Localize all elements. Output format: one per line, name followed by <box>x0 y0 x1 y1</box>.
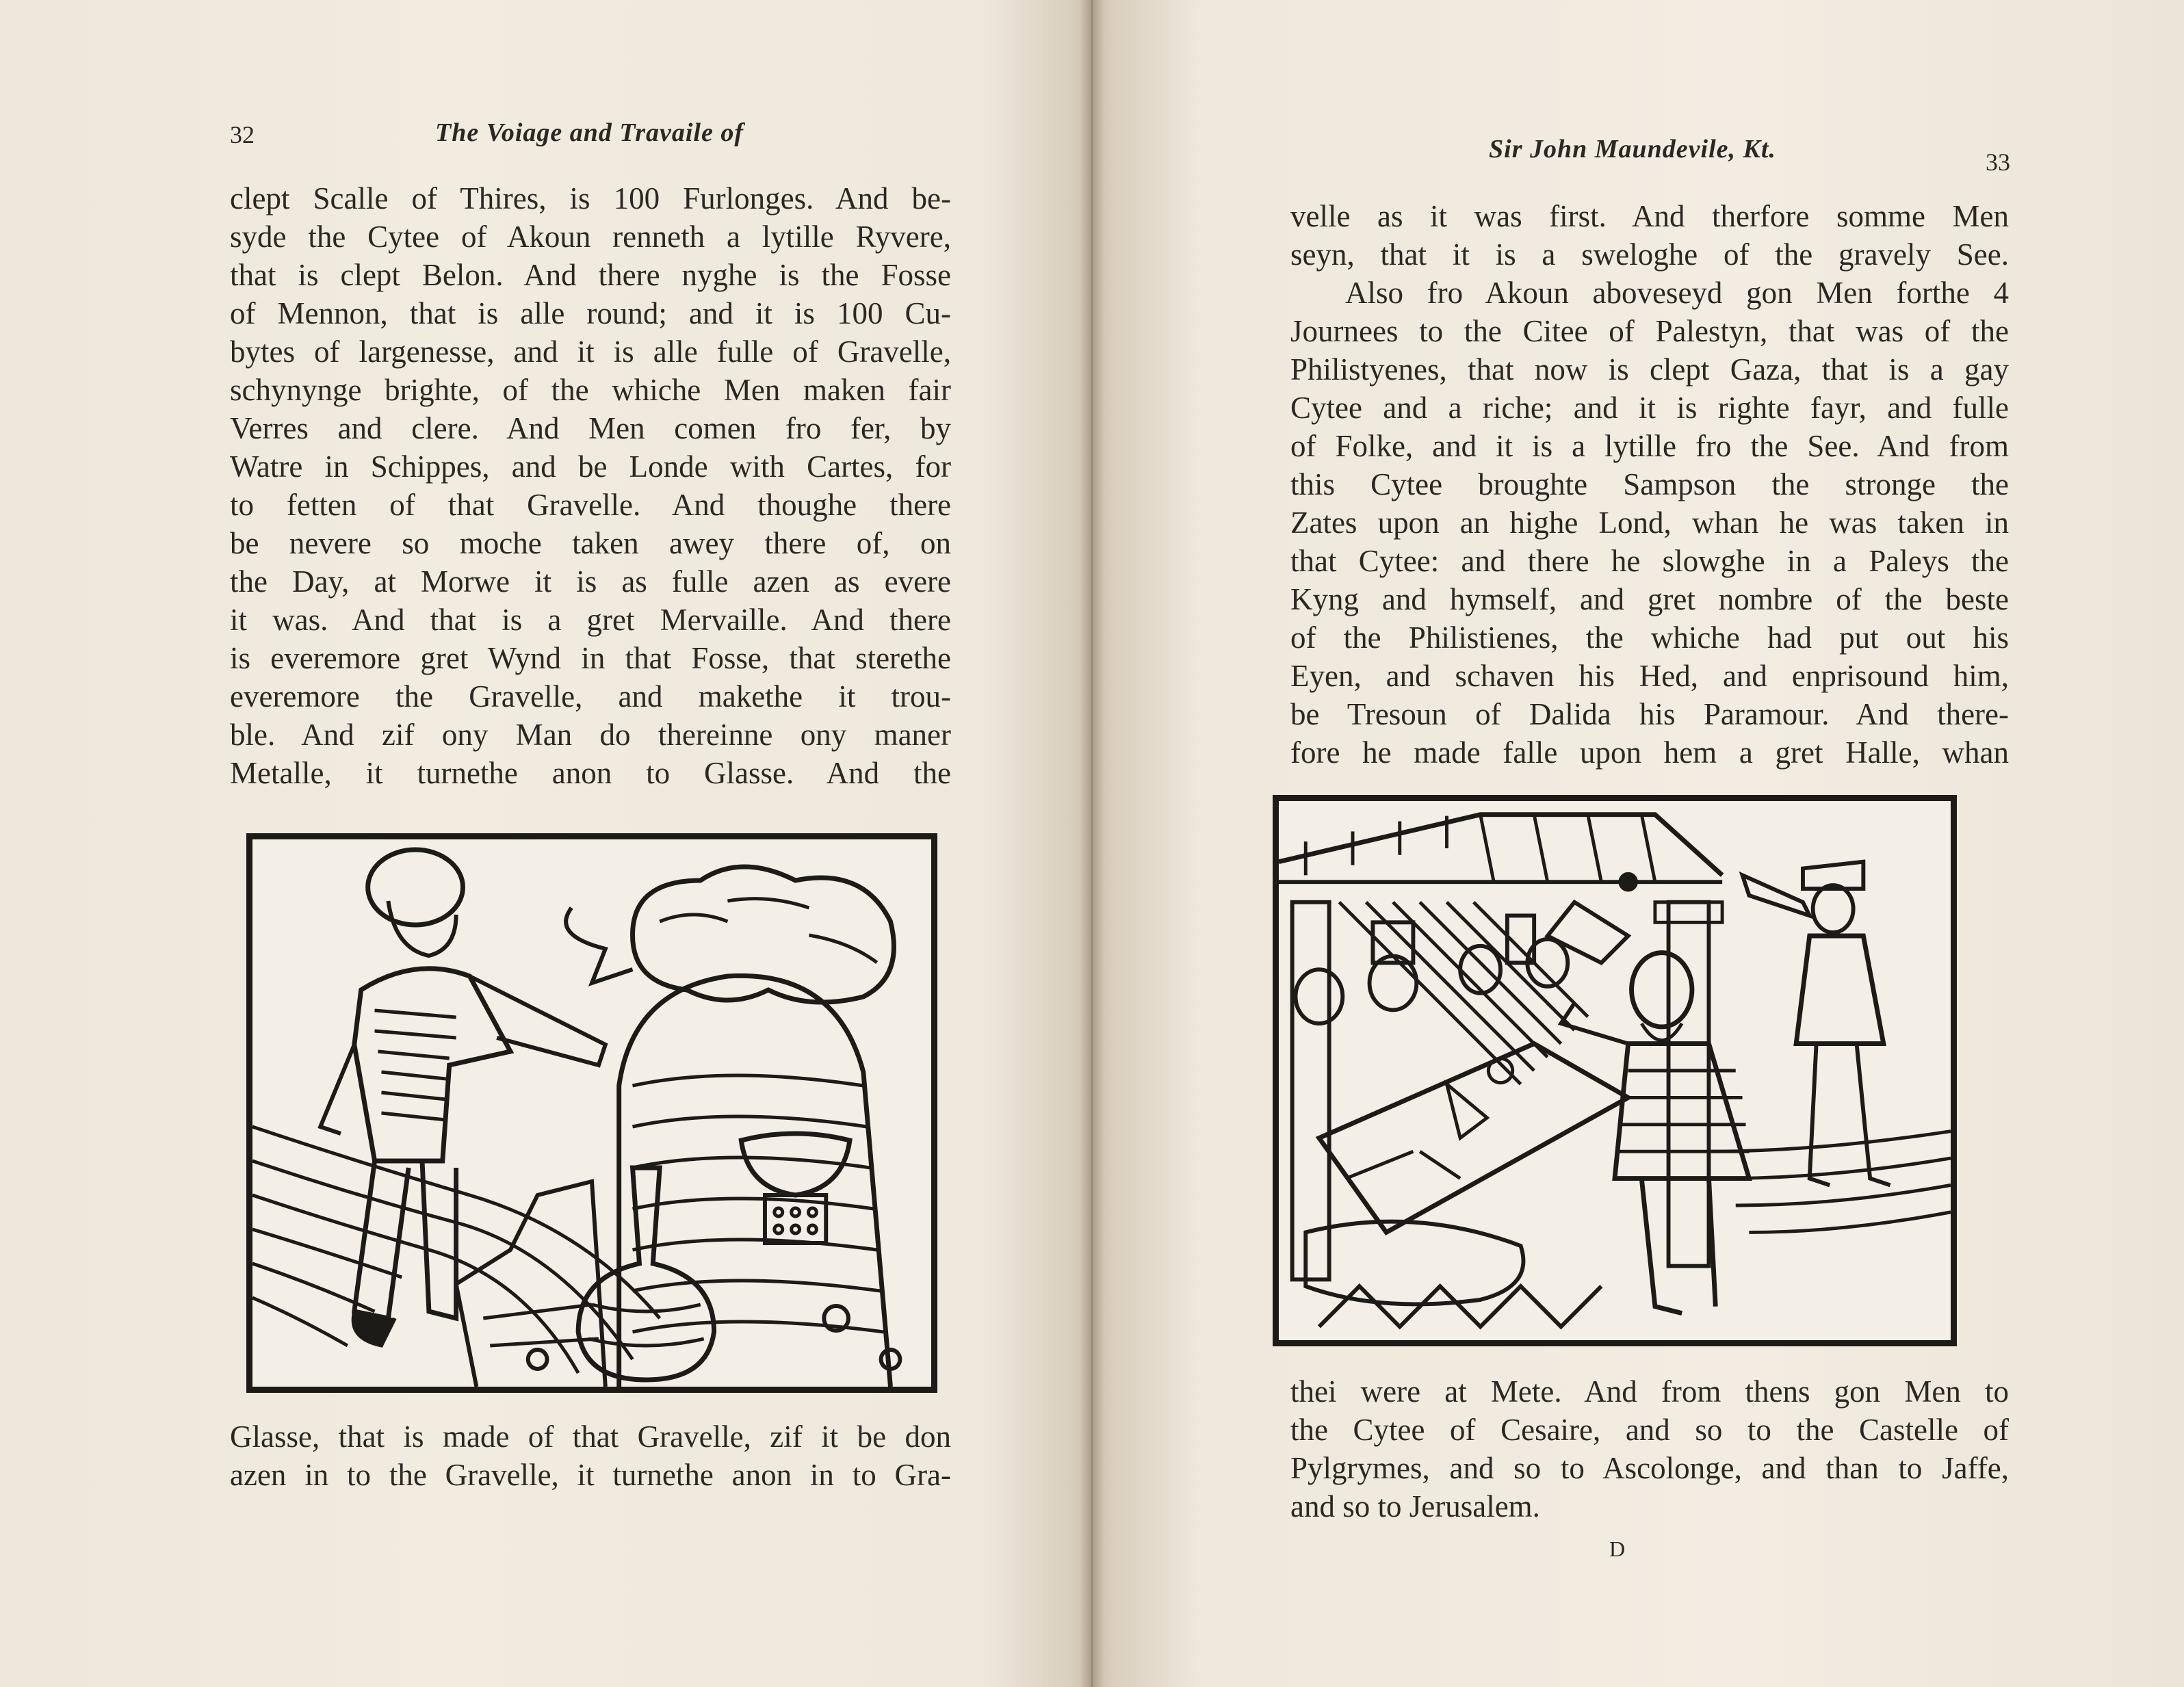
text-line: that is clept Belon. And there nyghe is the Fosse <box>230 258 951 292</box>
text-line: of the Philistienes, the whiche had put out his <box>1290 620 2009 655</box>
text-line: of Folke, and it is a lytille fro the See. And from <box>1290 429 2009 463</box>
woodcut-glass-furnace <box>246 833 937 1393</box>
page-number: 32 <box>230 121 255 148</box>
woodcut-glass-furnace-illustration <box>252 839 931 1387</box>
text-line: be nevere so moche taken awey there of, on <box>230 526 951 560</box>
text-line: it was. And that is a gret Mervaille. And there <box>230 603 951 637</box>
text-line: azen in to the Gravelle, it turnethe anon in to Gra- <box>230 1458 951 1492</box>
left-page <box>0 0 1088 1687</box>
text-line: Cytee and a riche; and it is righte fayr, and fulle <box>1290 391 2009 425</box>
text-line: Verres and clere. And Men comen fro fer, by <box>230 411 951 445</box>
woodcut-samson-hall <box>1273 795 1957 1346</box>
left-text-bottom <box>230 1417 951 1494</box>
text-line: Also fro Akoun aboveseyd gon Men forthe 4 <box>1345 276 2009 310</box>
text-line: seyn, that it is a sweloghe of the gravely See. <box>1290 237 2009 272</box>
text-line: ble. And zif ony Man do thereinne ony maner <box>230 718 951 752</box>
right-page <box>1096 0 2184 1687</box>
text-line: Philistyenes, that now is clept Gaza, that is a gay <box>1290 352 2009 387</box>
text-line: Eyen, and schaven his Hed, and enprisound him, <box>1290 659 2009 693</box>
text-line: Kyng and hymself, and gret nombre of the beste <box>1290 582 2009 616</box>
text-line: clept Scalle of Thires, is 100 Furlonges. And be- <box>230 181 951 215</box>
text-line: velle as it was first. And therfore somme Men <box>1290 199 2009 233</box>
text-line: the Day, at Morwe it is as fulle azen as evere <box>230 564 951 599</box>
text-line: be Tresoun of Dalida his Paramour. And there- <box>1290 697 2009 731</box>
woodcut-samson-hall-illustration <box>1279 801 1951 1340</box>
running-head: The Voiage and Travaile of <box>435 118 744 147</box>
signature-mark: D <box>1609 1536 1626 1561</box>
text-line: Metalle, it turnethe anon to Glasse. And the <box>230 756 951 790</box>
text-line: is everemore gret Wynd in that Fosse, that sterethe <box>230 641 951 675</box>
text-line: syde the Cytee of Akoun renneth a lytille Ryvere, <box>230 220 951 254</box>
text-line: of Mennon, that is alle round; and it is 100 Cu- <box>230 296 951 330</box>
text-line: Watre in Schippes, and be Londe with Cartes, for <box>230 449 951 484</box>
right-text-top <box>1290 197 2009 772</box>
left-text-top <box>230 179 951 792</box>
text-line: thei were at Mete. And from thens gon Men to <box>1290 1374 2009 1409</box>
text-line: Glasse, that is made of that Gravelle, zif it be don <box>230 1420 951 1454</box>
text-line: and so to Jerusalem. <box>1290 1489 1540 1523</box>
text-line: to fetten of that Gravelle. And thoughe there <box>230 488 951 522</box>
text-line: this Cytee broughte Sampson the stronge the <box>1290 467 2009 501</box>
text-line: everemore the Gravelle, and makethe it trou- <box>230 679 951 714</box>
text-line: the Cytee of Cesaire, and so to the Castelle of <box>1290 1413 2009 1447</box>
running-head: Sir John Maundevile, Kt. <box>1489 135 1776 164</box>
text-line: Zates upon an highe Lond, whan he was taken in <box>1290 506 2009 540</box>
text-line: schynynge brighte, of the whiche Men maken fair <box>230 373 951 407</box>
text-line: bytes of largenesse, and it is alle fulle of Gravelle, <box>230 335 951 369</box>
text-line: Pylgrymes, and so to Ascolonge, and than to Jaffe, <box>1290 1451 2009 1485</box>
text-line: Journees to the Citee of Palestyn, that was of the <box>1290 314 2009 348</box>
right-text-bottom <box>1290 1372 2009 1526</box>
text-line: that Cytee: and there he slowghe in a Paleys the <box>1290 544 2009 578</box>
text-line: fore he made falle upon hem a gret Halle, whan <box>1290 735 2009 770</box>
page-number: 33 <box>1986 148 2010 176</box>
